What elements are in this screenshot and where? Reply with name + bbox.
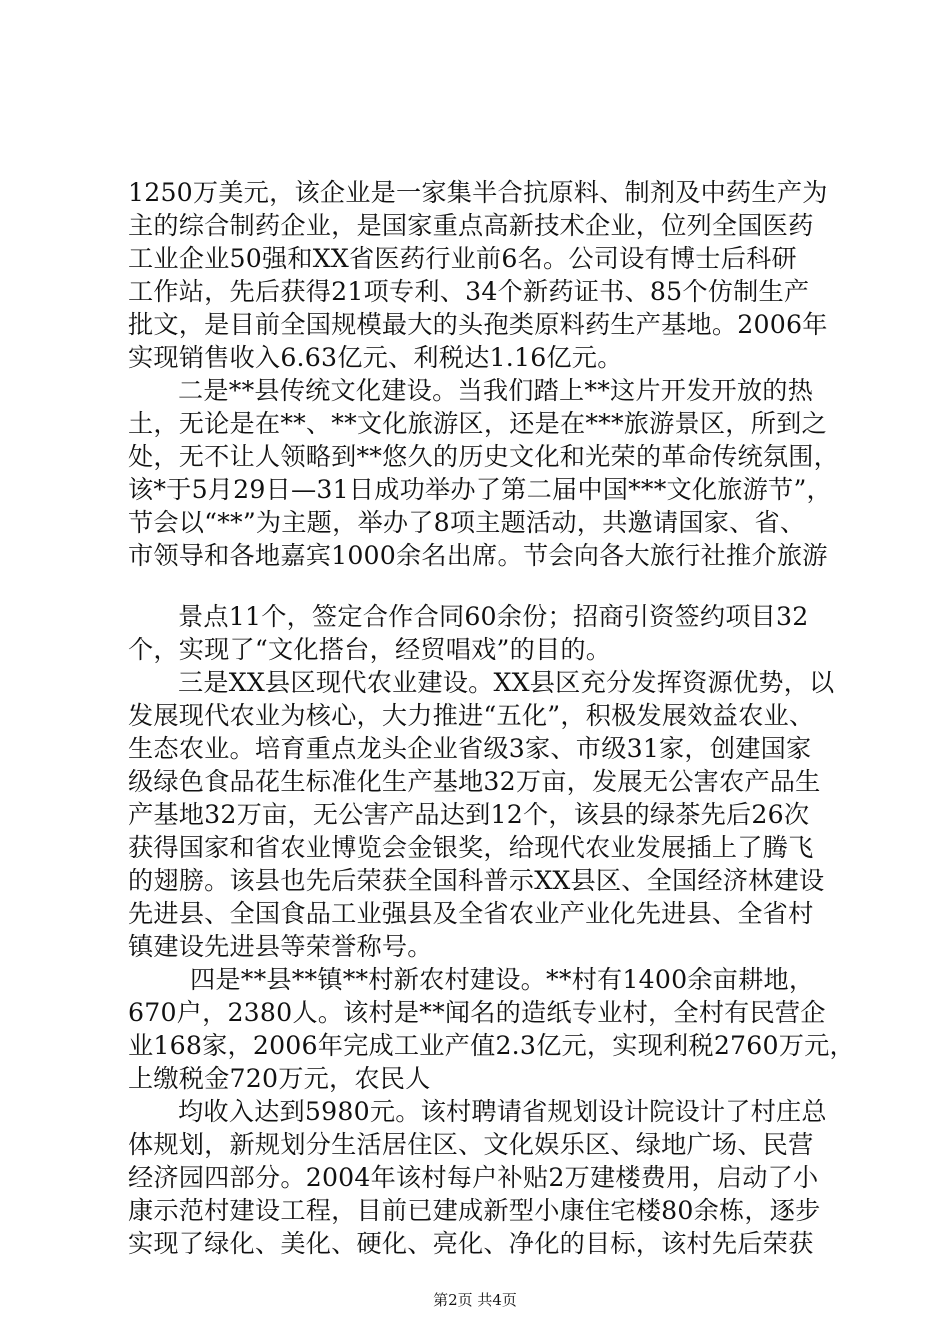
- text-line: 实现销售收入6.63亿元、利税达1.16亿元。: [128, 343, 623, 372]
- paragraph-first-line: 二是**县传统文化建设。当我们踏上**这片开发开放的热: [178, 376, 814, 405]
- paragraph-first-line: 景点11个，签定合作合同60余份；招商引资签约项目32: [178, 602, 809, 631]
- text-line: 1250万美元，该企业是一家集半合抗原料、制剂及中药生产为: [128, 178, 828, 207]
- text-line: 生态农业。培育重点龙头企业省级3家、市级31家，创建国家: [128, 734, 812, 763]
- text-line: 先进县、全国食品工业强县及全省农业产业化先进县、全省村: [128, 899, 814, 928]
- text-line: 节会以“**”为主题，举办了8项主题活动，共邀请国家、省、: [128, 508, 806, 537]
- page-number-footer: 第2页 共4页: [433, 1291, 517, 1309]
- text-line: 处，无不让人领略到**悠久的历史文化和光荣的革命传统氛围，: [128, 442, 840, 471]
- text-line: 经济园四部分。2004年该村每户补贴2万建楼费用，启动了小: [128, 1163, 819, 1192]
- text-line: 实现了绿化、美化、硬化、亮化、净化的目标，该村先后荣获: [128, 1229, 814, 1258]
- text-line: 级绿色食品花生标准化生产基地32万亩，发展无公害农产品生: [128, 767, 821, 796]
- paragraph-first-line: 四是**县**镇**村新农村建设。**村有1400余亩耕地，: [190, 965, 815, 994]
- text-line: 670户，2380人。该村是**闻名的造纸专业村，全村有民营企: [128, 998, 826, 1027]
- text-line: 产基地32万亩，无公害产品达到12个，该县的绿茶先后26次: [128, 800, 810, 829]
- text-line: 体规划，新规划分生活居住区、文化娱乐区、绿地广场、民营: [128, 1130, 814, 1159]
- text-line: 市领导和各地嘉宾1000余名出席。节会向各大旅行社推介旅游: [128, 541, 828, 570]
- text-line: 主的综合制药企业，是国家重点高新技术企业，位列全国医药: [128, 211, 814, 240]
- text-line: 镇建设先进县等荣誉称号。: [128, 932, 433, 961]
- text-line: 上缴税金720万元，农民人: [128, 1064, 431, 1093]
- text-line: 土，无论是在**、**文化旅游区，还是在***旅游景区，所到之: [128, 409, 827, 438]
- paragraph-first-line: 均收入达到5980元。该村聘请省规划设计院设计了村庄总: [178, 1097, 827, 1126]
- text-line: 发展现代农业为核心，大力推进“五化”，积极发展效益农业、: [128, 701, 815, 730]
- text-line: 的翅膀。该县也先后荣获全国科普示XX县区、全国经济林建设: [128, 866, 825, 895]
- text-line: 批文，是目前全国规模最大的头孢类原料药生产基地。2006年: [128, 310, 828, 339]
- text-line: 个，实现了“文化搭台，经贸唱戏”的目的。: [128, 635, 612, 664]
- text-line: 获得国家和省农业博览会金银奖，给现代农业发展插上了腾飞: [128, 833, 814, 862]
- text-line: 康示范村建设工程，目前已建成新型小康住宅楼80余栋，逐步: [128, 1196, 821, 1225]
- text-line: 业168家，2006年完成工业产值2.3亿元，实现利税2760万元，: [128, 1031, 855, 1060]
- text-line: 该*于5月29日—31日成功举办了第二届中国***文化旅游节”，: [128, 475, 832, 504]
- text-line: 工业企业50强和XX省医药行业前6名。公司设有博士后科研: [128, 244, 797, 273]
- text-line: 工作站，先后获得21项专利、34个新药证书、85个仿制生产: [128, 277, 810, 306]
- paragraph-first-line: 三是XX县区现代农业建设。XX县区充分发挥资源优势，以: [178, 668, 835, 697]
